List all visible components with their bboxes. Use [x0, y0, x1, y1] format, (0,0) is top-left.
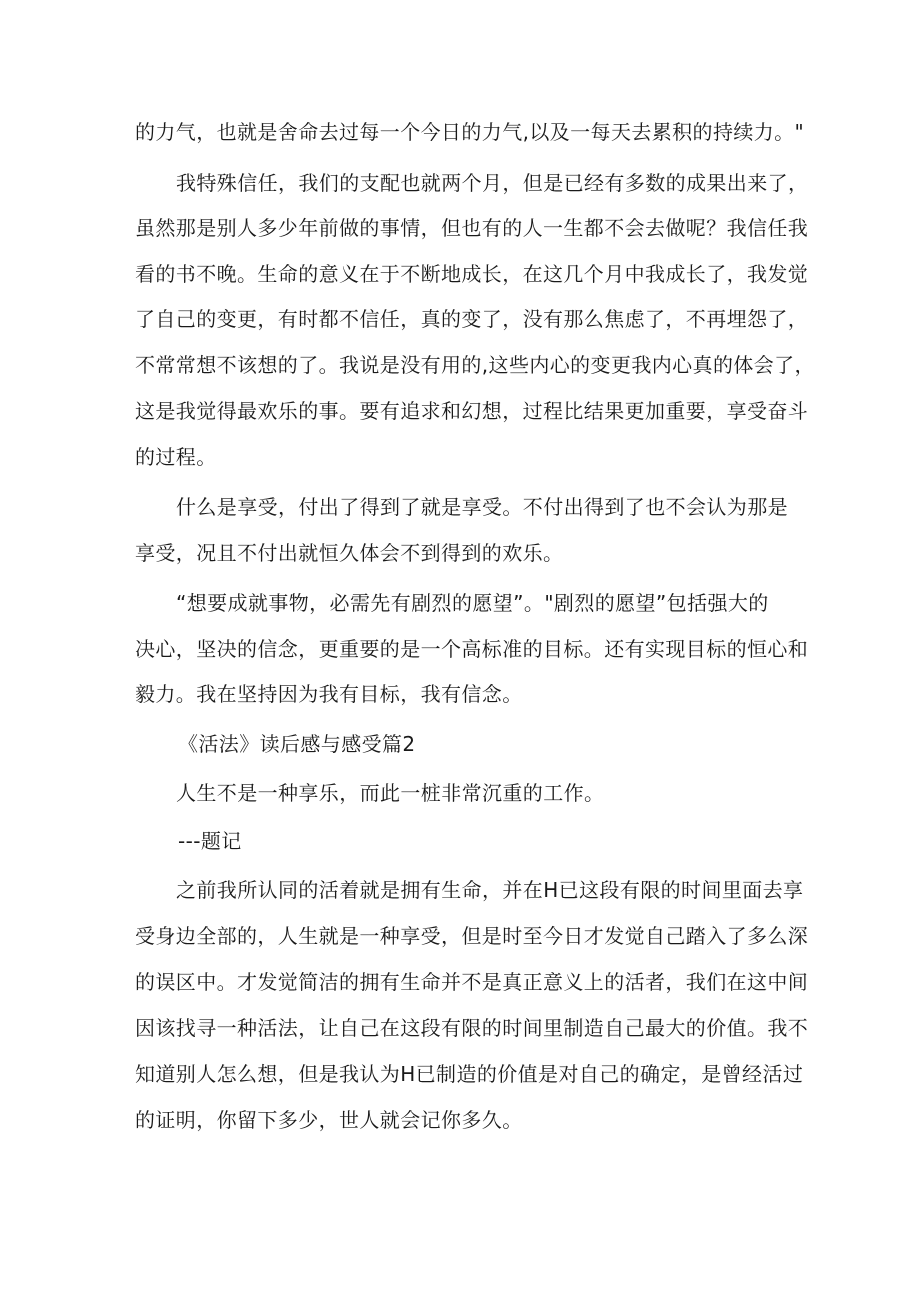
text-line: 知道别人怎么想，但是我认为H已制造的价值是对自己的确定，是曾经活过 — [135, 1062, 804, 1086]
text-line: 毅力。我在坚持因为我有目标，我有信念。 — [135, 682, 523, 706]
text-line: “想要成就事物，必需先有剧烈的愿望”。"剧烈的愿望”包括强大的 — [176, 591, 769, 615]
text-line: 的误区中。才发觉简洁的拥有生命并不是真正意义上的活者，我们在这中间 — [135, 970, 809, 994]
text-line: 我特殊信任，我们的支配也就两个月，但是已经有多数的成果出来了， — [176, 171, 809, 195]
text-line: 虽然那是别人多少年前做的事情，但也有的人一生都不会去做呢？我信任我 — [135, 216, 809, 240]
text-line: 享受，况且不付出就恒久体会不到得到的欢乐。 — [135, 541, 564, 565]
text-line: 的过程。 — [135, 445, 217, 469]
text-line: 决心，坚决的信念，更重要的是一个高标准的目标。还有实现目标的恒心和 — [135, 637, 809, 661]
text-line: 什么是享受，付出了得到了就是享受。不付出得到了也不会认为那是 — [176, 495, 788, 519]
epigraph: 人生不是一种享乐，而此一桩非常沉重的工作。 — [176, 781, 605, 805]
epigraph-attribution: ---题记 — [178, 829, 242, 853]
section-heading: 《活法》读后感与感受篇2 — [178, 732, 416, 756]
text-line: 了自己的变更，有时都不信任，真的变了，没有那么焦虑了，不再埋怨了， — [135, 307, 809, 331]
text-line: 看的书不晚。生命的意义在于不断地成长，在这几个月中我成长了，我发觉 — [135, 262, 809, 286]
text-line: 受身边全部的，人生就是一种享受，但是时至今日才发觉自己踏入了多么深 — [135, 924, 809, 948]
text-line: 的证明，你留下多少，世人就会记你多久。 — [135, 1108, 523, 1132]
text-line: 的力气，也就是舍命去过每一个今日的力气,以及一每天去累积的持续力。" — [135, 120, 805, 144]
text-line: 不常常想不该想的了。我说是没有用的,这些内心的变更我内心真的体会了， — [135, 353, 815, 377]
text-line: 之前我所认同的活着就是拥有生命，并在H已这段有限的时间里面去享 — [176, 878, 804, 902]
text-line: 因该找寻一种活法，让自己在这段有限的时间里制造自己最大的价值。我不 — [135, 1016, 809, 1040]
text-line: 这是我觉得最欢乐的事。要有追求和幻想，过程比结果更加重要，享受奋斗 — [135, 399, 809, 423]
